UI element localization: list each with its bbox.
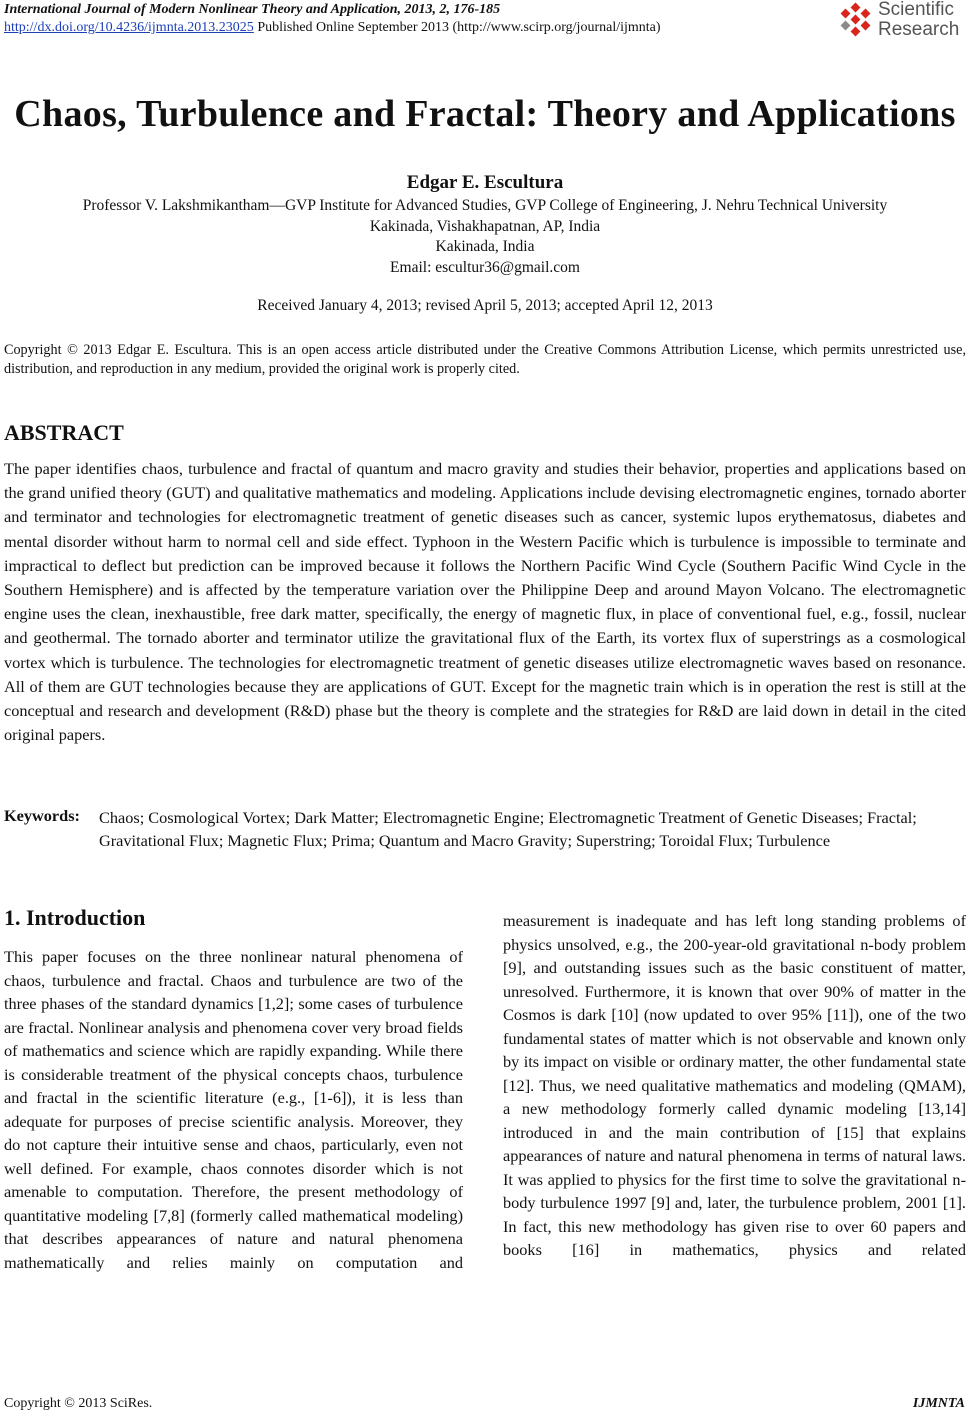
abstract-heading: ABSTRACT bbox=[4, 420, 124, 445]
journal-name: International Journal of Modern Nonlinear Theory and Application bbox=[4, 2, 398, 17]
paper-title: Chaos, Turbulence and Fractal: Theory and Applications bbox=[14, 93, 956, 135]
affiliation bbox=[0, 196, 970, 278]
doi-link[interactable]: http://dx.doi.org/10.4236/ijmnta.2013.23025 bbox=[4, 20, 254, 35]
author-email: Email: escultur36@gmail.com bbox=[390, 258, 580, 276]
affiliation-line-3: Kakinada, India bbox=[435, 238, 535, 255]
author-name: Edgar E. Escultura bbox=[406, 172, 564, 193]
published-info: Published Online September 2013 (http://www.scirp.org/journal/ijmnta) bbox=[253, 20, 661, 35]
abstract-text: The paper identifies chaos, turbulence and fractal of quantum and macro gravity and studies their behavior, properties and applications based on the grand unified theory (GUT) and qualitative mathematics and modeling. Applications include devising electromagnetic engines, tornado aborter and terminator and technologies for electromagnetic treatment of genetic diseases such as cancer, systemic lupos erythematosus, diabetes and mental disorder without harm to normal cell and side effect. Typhoon in the Western Pacific which is turbulence is impossible to terminate and impractical to deflect but prediction can be improved because it follows the Northern Pacific Wind Cycle (Southern Pacific Wind Cycle in the Southern Hemisphere) and is affected by the temperature variation over the Philippine Deep and around Mayon Volcano. The electromagnetic engine uses the clean, inexhaustible, free dark matter, specifically, the energy of magnetic flux, in place of conventional fuel, e.g., fossil, nuclear and geothermal. The tornado aborter and terminator utilize the gravitational flux of the Earth, its vortex flux of superstrings as a cosmological vortex which is turbulence. The technologies for electromagnetic treatment of genetic diseases utilize electromagnetic waves based on resonance. All of them are GUT technologies because they are applications of GUT. Except for the magnetic train which is in operation the rest is still at the conceptual and research and development (R&D) phase but the theory is complete and the strategies for R&D are laid down in detail in the cited original papers. bbox=[4, 459, 966, 745]
affiliation-line-1: Professor V. Lakshmikantham—GVP Institute for Advanced Studies, GVP College of Engineering, J. Nehru Technical University bbox=[82, 197, 888, 214]
copyright-notice: Copyright © 2013 Edgar E. Escultura. This is an open access article distributed under the Creative Commons Attribution License, which permits unrestricted use, distribution, and reproduction in any medium, provided the original work is properly cited. bbox=[4, 342, 966, 377]
keywords-label: Keywords: bbox=[4, 806, 80, 825]
logo-line-1: Scientific bbox=[878, 0, 955, 20]
logo-diamonds-icon bbox=[838, 2, 876, 42]
journal-header bbox=[4, 2, 500, 18]
logo-line-2: Research bbox=[878, 19, 960, 40]
keywords-text: Chaos; Cosmological Vortex; Dark Matter; Electromagnetic Engine; Electromagnetic Treatment of Genetic Diseases; Fractal; Gravitational Flux; Magnetic Flux; Prima; Quantum and Macro Gravity; Superstring; Toroidal Flux; Turbulence bbox=[99, 808, 917, 850]
intro-column-right: measurement is inadequate and has left long standing problems of physics unsolved, e.g., the 200-year-old gravitational n-body problem [9], and outstanding issues such as the basic constituent of matter, unresolved. Furthermore, it is known that over 90% of matter in the Cosmos is dark [10] (now updated to over 95% [11]), one of the two fundamental states of matter which is not observable and known only by its impact on visible or ordinary matter, the other fundamental state [12]. Thus, we need qualitative mathematics and modeling (QMAM), a new methodology formerly called dynamic modeling [13,14] introduced in and the main contribution of [15] that explains appearances of nature and natural phenomena in terms of natural laws. It was applied to physics for the first time to solve the gravitational n-body turbulence 1997 [9] and, later, the turbulence problem, 2001 [1]. In fact, this new methodology has given rise to over 60 papers and books [16] in mathematics, physics and related bbox=[503, 911, 966, 1259]
footer-journal-abbrev: IJMNTA bbox=[912, 1396, 965, 1411]
volume-info: , 2013, 2, 176-185 bbox=[397, 2, 501, 17]
logo-text bbox=[878, 0, 959, 40]
section-heading-introduction: 1. Introduction bbox=[4, 905, 146, 930]
scientific-research-logo bbox=[838, 0, 970, 44]
received-dates: Received January 4, 2013; revised April 5, 2013; accepted April 12, 2013 bbox=[257, 297, 713, 314]
footer-copyright: Copyright © 2013 SciRes. bbox=[4, 1396, 153, 1411]
intro-column-left: This paper focuses on the three nonlinear natural phenomena of chaos, turbulence and fractal. Chaos and turbulence are two of the three phases of the standard dynamics [1,2]; some cases of turbulence are fractal. Nonlinear analysis and phenomena cover very broad fields of mathematics and science which are rapidly expanding. While there is considerable treatment of the physical concepts chaos, turbulence and fractal in the scientific literature (e.g., [1-6]), it is less than adequate for purposes of precise scientific analysis. Moreover, they do not capture their intuitive sense and chaos, particularly, even not well defined. For example, chaos connotes disorder which is not amenable to computation. Therefore, the present methodology of quantitative modeling [7,8] (formerly called mathematical modeling) that describes appearances of nature and natural phenomena mathematically and relies mainly on computation and bbox=[4, 947, 463, 1272]
affiliation-line-2: Kakinada, Vishakhapatnan, AP, India bbox=[369, 217, 601, 235]
doi-line bbox=[4, 20, 661, 36]
